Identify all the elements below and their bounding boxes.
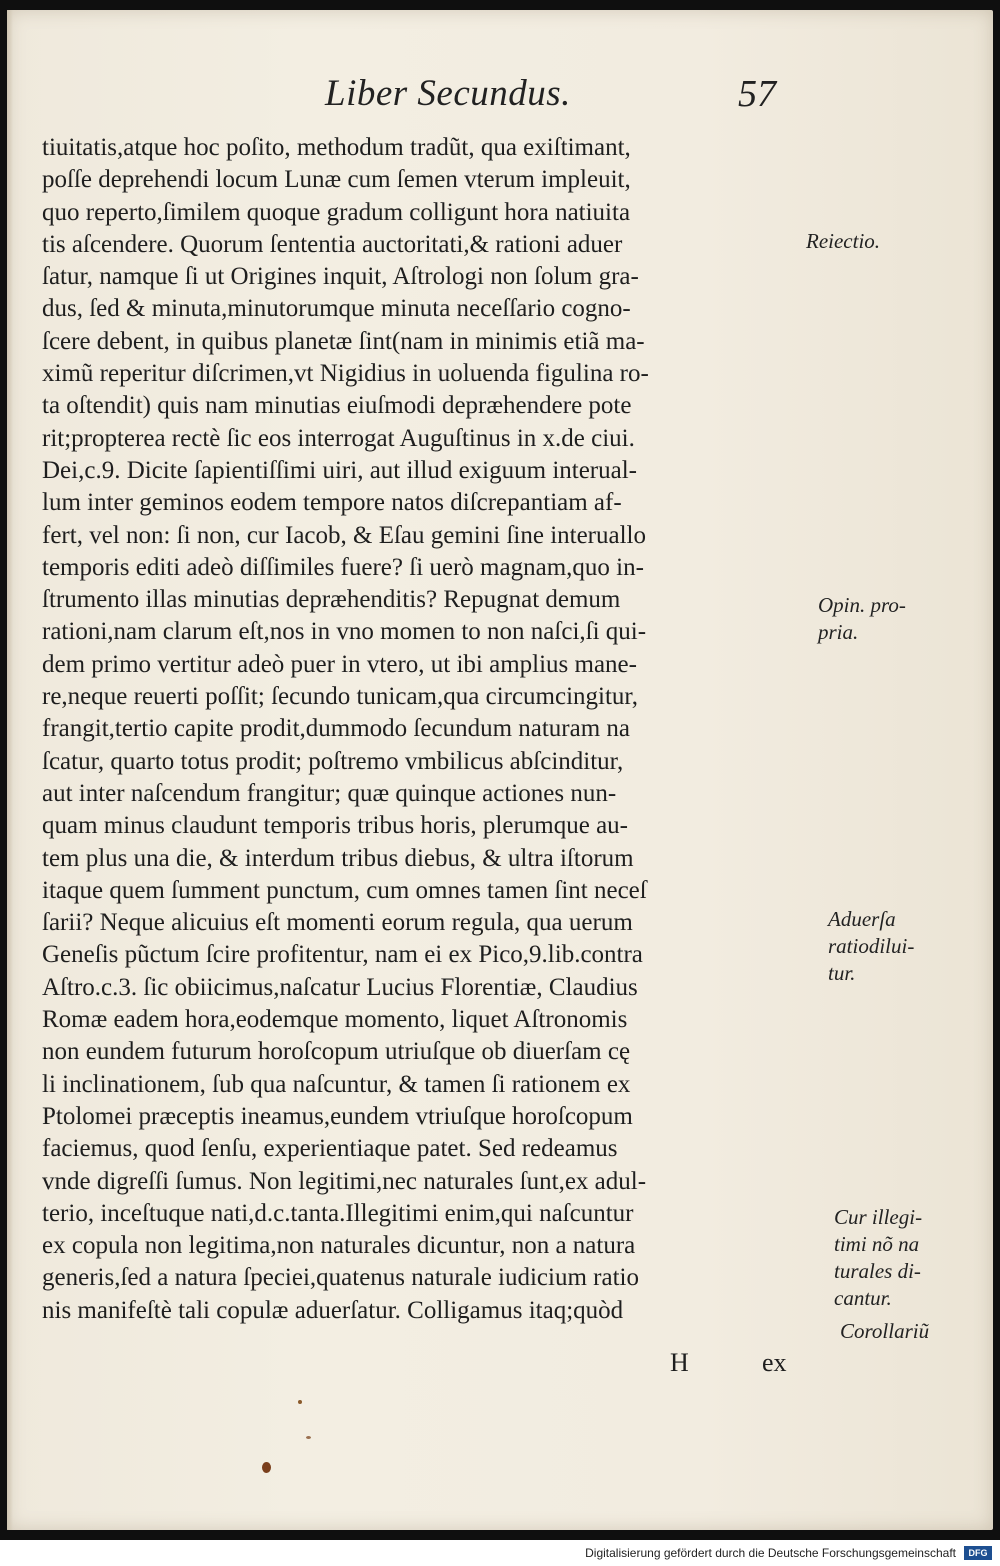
main-text-block bbox=[42, 132, 802, 1327]
text-line: li inclinationem, ſub qua naſcuntur, & tamen ſi rationem ex bbox=[42, 1070, 631, 1098]
text-line: ſcatur, quarto totus prodit; poſtremo vmbilicus abſcinditur, bbox=[42, 747, 624, 775]
dfg-logo: DFG bbox=[964, 1546, 992, 1560]
margin-note-line: ratiodilui- bbox=[828, 934, 915, 958]
text-line: rit;propterea rectè ſic eos interrogat Auguſtinus in x.de ciui. bbox=[42, 424, 635, 452]
text-line: rationi,nam clarum eſt,nos in vno momen to non naſci,ſi qui- bbox=[42, 618, 647, 646]
text-line: ex copula non legitima,non naturales dicuntur, non a natura bbox=[42, 1232, 636, 1260]
text-line: tiuitatis,atque hoc poſito, methodum tradũt, qua exiſtimant, bbox=[42, 134, 631, 161]
margin-note-line: Corollariũ bbox=[840, 1319, 930, 1343]
text-line: Dei,c.9. Dicite ſapientiſſimi uiri, aut illud exiguum interual- bbox=[42, 456, 637, 484]
margin-note-line: tur. bbox=[828, 961, 856, 985]
text-line: Romæ eadem hora,eodemque momento, liquet Aſtronomis bbox=[42, 1006, 628, 1034]
margin-note-opinio bbox=[818, 592, 906, 646]
running-head: Liber Secundus. bbox=[325, 73, 571, 114]
margin-note-aduersa bbox=[828, 906, 914, 987]
margin-note-line: Opin. pro- bbox=[818, 593, 906, 617]
digitization-credit: Digitalisierung gefördert durch die Deutsche Forschungsgemeinschaft bbox=[585, 1546, 956, 1560]
margin-note-line: timi nõ na bbox=[834, 1232, 920, 1256]
paper-stain bbox=[262, 1462, 271, 1473]
page-number: 57 bbox=[738, 73, 776, 115]
text-line: Aſtro.c.3. ſic obiicimus,naſcatur Lucius Florentiæ, Claudius bbox=[42, 973, 638, 1001]
margin-note-reiectio bbox=[806, 228, 880, 255]
margin-note-line: Cur illegi- bbox=[834, 1205, 923, 1229]
text-line: ſarii? Neque alicuius eſt momenti eorum regula, qua uerum bbox=[42, 909, 633, 937]
text-line: vnde digreſſi ſumus. Non legitimi,nec naturales ſunt,ex adul- bbox=[42, 1167, 647, 1195]
margin-note-line: pria. bbox=[818, 620, 859, 644]
text-line: ximũ reperitur diſcrimen,vt Nigidius in uoluenda figulina ro- bbox=[42, 360, 649, 388]
catchword: ex bbox=[762, 1348, 787, 1377]
text-line: dem primo vertitur adeò puer in vtero, ut ibi amplius mane- bbox=[42, 650, 637, 678]
signature-mark: H bbox=[670, 1348, 689, 1377]
text-line: fert, vel non: ſi non, cur Iacob, & Eſau gemini ſine interuallo bbox=[42, 521, 646, 549]
text-line: ſatur, namque ſi ut Origines inquit, Aſtrologi non ſolum gra- bbox=[42, 263, 639, 291]
page-gutter-shadow bbox=[7, 10, 13, 1530]
margin-note-line: turales di- bbox=[834, 1259, 921, 1283]
text-line: tis aſcendere. Quorum ſententia auctoritati,& rationi aduer bbox=[42, 230, 623, 258]
margin-note-line: cantur. bbox=[834, 1286, 892, 1310]
text-line: faciemus, quod ſenſu, experientiaque patet. Sed redeamus bbox=[42, 1135, 618, 1163]
text-line: ſtrumento illas minutias depræhenditis? Repugnat demum bbox=[42, 586, 621, 614]
margin-note-line: Reiectio. bbox=[806, 229, 881, 253]
text-line: generis,ſed a natura ſpeciei,quatenus naturale iudicium ratio bbox=[42, 1264, 639, 1292]
text-line: dus, ſed & minuta,minutorumque minuta neceſſario cogno- bbox=[42, 295, 631, 323]
paper-stain bbox=[298, 1400, 302, 1404]
text-line: frangit,tertio capite prodit,dummodo ſecundum naturam na bbox=[42, 715, 631, 743]
margin-note-line: Aduerſa bbox=[828, 907, 896, 931]
text-line: aut inter naſcendum frangitur; quæ quinque actiones nun- bbox=[42, 779, 617, 807]
text-line: quam minus claudunt temporis tribus horis, plerumque au- bbox=[42, 812, 629, 840]
margin-note-corollarium bbox=[840, 1318, 929, 1345]
text-line: quo reperto,ſimilem quoque gradum colligunt hora natiuita bbox=[42, 198, 631, 226]
text-line: temporis editi adeò diſſimiles fuere? ſi uerò magnam,quo in- bbox=[42, 553, 644, 581]
text-line: Ptolomei præceptis ineamus,eundem vtriuſque horoſcopum bbox=[42, 1102, 633, 1130]
text-line: re,neque reuerti poſſit; ſecundo tunicam,qua circumcingitur, bbox=[42, 683, 639, 711]
text-line: poſſe deprehendi locum Lunæ cum ſemen vterum impleuit, bbox=[42, 166, 631, 194]
margin-note-cur-illegitimi bbox=[834, 1204, 922, 1312]
text-line: ſcere debent, in quibus planetæ ſint(nam in minimis etiã ma- bbox=[42, 327, 645, 355]
text-line: lum inter geminos eodem tempore natos diſcrepantiam af- bbox=[42, 489, 622, 517]
paper-stain bbox=[306, 1436, 311, 1439]
text-line: terio, inceſtuque nati,d.c.tanta.Illegitimi enim,qui naſcuntur bbox=[42, 1199, 634, 1227]
text-line: tem plus una die, & interdum tribus diebus, & ultra iſtorum bbox=[42, 844, 634, 872]
text-line: itaque quem ſumment punctum, cum omnes tamen ſint neceſ bbox=[42, 876, 647, 904]
text-line: nis manifeſtè tali copulæ aduerſatur. Colligamus itaq;quòd bbox=[42, 1296, 624, 1324]
text-line: non eundem futurum horoſcopum utriuſque ob diuerſam cę bbox=[42, 1038, 631, 1066]
text-line: ta oſtendit) quis nam minutias eiuſmodi depræhendere pote bbox=[42, 392, 632, 420]
text-line: Geneſis pũctum ſcire profitentur, nam ei ex Pico,9.lib.contra bbox=[42, 941, 643, 969]
